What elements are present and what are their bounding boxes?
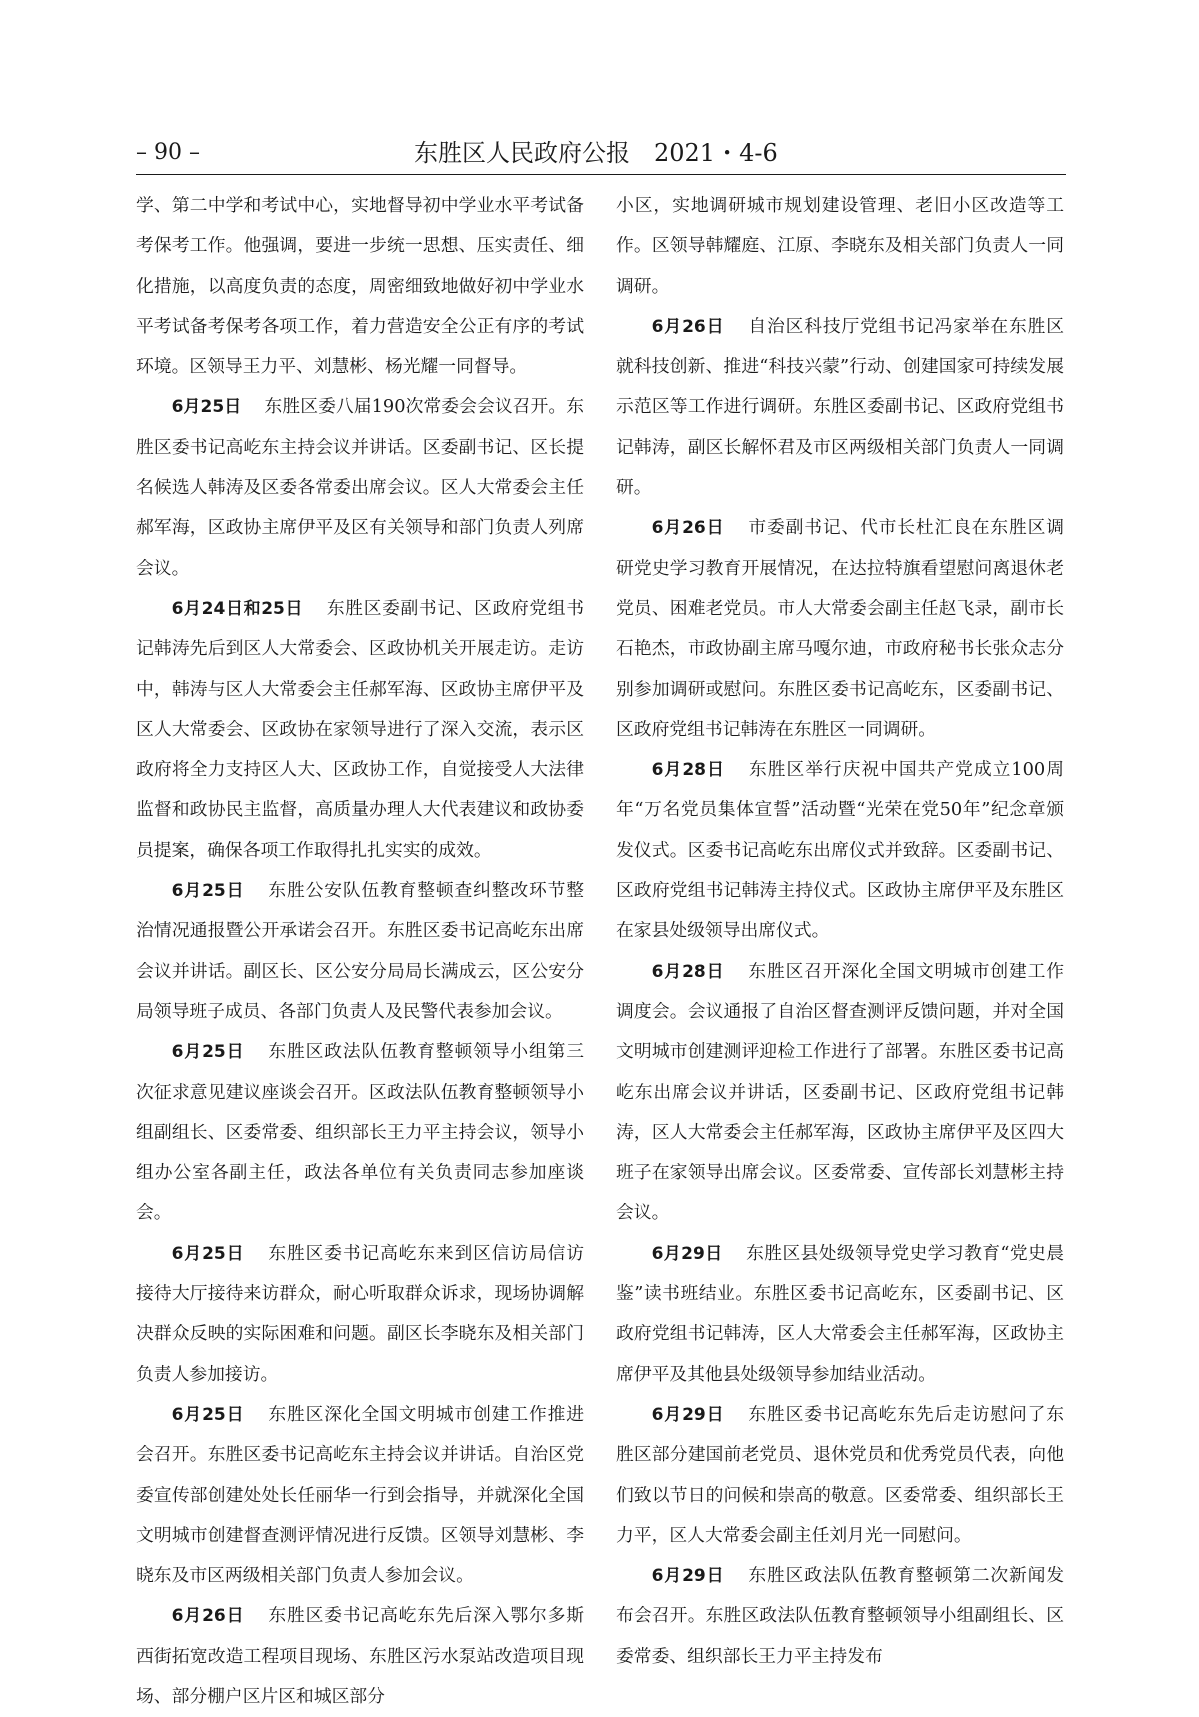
entry-text: 东胜区县处级领导党史学习教育“党史晨鉴”读书班结业。东胜区委书记高屹东，区委副书记、区政府党组书记韩涛，区人大常委会主任郝军海，区政协主席伊平及其他县处级领导参加结业活动。: [616, 1242, 1064, 1385]
entry-text: 东胜区委八届190次常委会会议召开。东胜区委书记高屹东主持会议并讲话。区委副书记、区长提名候选人韩涛及区委各常委出席会议。区人大常委会主任郝军海，区政协主席伊平及区有关领导和部门负责人列席会议。: [136, 396, 584, 579]
news-entry: [136, 871, 584, 1032]
news-entry: [616, 1234, 1064, 1395]
entry-date: 6月25日: [171, 1404, 245, 1425]
news-entry: [616, 1556, 1064, 1677]
entry-text: 东胜公安队伍教育整顿查纠整改环节整治情况通报暨公开承诺会召开。东胜区委书记高屹东出席会议并讲话。副区长、区公安分局局长满成云，区公安分局领导班子成员、各部门负责人及民警代表参加会议。: [136, 880, 584, 1022]
header-rule: [136, 174, 1066, 175]
entry-date: 6月28日: [651, 760, 725, 781]
entry-date: 6月25日: [171, 397, 242, 418]
entry-date: 6月26日: [171, 1606, 245, 1627]
page-number: – 90 –: [136, 140, 200, 165]
entry-text: 东胜区举行庆祝中国共产党成立100周年“万名党员集体宣誓”活动暨“光荣在党50年”纪念章颁发仪式。区委书记高屹东出席仪式并致辞。区委副书记、区政府党组书记韩涛主持仪式。区政协主席伊平及东胜区在家县处级领导出席仪式。: [616, 759, 1064, 942]
entry-text: 东胜区委书记高屹东先后深入鄂尔多斯西街拓宽改造工程项目现场、东胜区污水泵站改造项目现场、部分棚户区片区和城区部分: [136, 1605, 584, 1707]
entry-date: 6月25日: [171, 881, 245, 902]
entry-text: 东胜区委书记高屹东先后走访慰问了东胜区部分建国前老党员、退休党员和优秀党员代表，向他们致以节日的问候和崇高的敬意。区委常委、组织部长王力平，区人大常委会副主任刘月光一同慰问。: [616, 1403, 1064, 1546]
news-entry: [616, 508, 1064, 750]
entry-text: 自治区科技厅党组书记冯家举在东胜区就科技创新、推进“科技兴蒙”行动、创建国家可持续发展示范区等工作进行调研。东胜区委副书记、区政府党组书记韩涛，副区长解怀君及市区两级相关部门负责人一同调研。: [616, 315, 1064, 499]
news-entry: [616, 307, 1064, 508]
entry-text: 市委副书记、代市长杜汇良在东胜区调研党史学习教育开展情况，在达拉特旗看望慰问离退休老党员、困难老党员。市人大常委会副主任赵飞录，副市长石艳杰，市政协副主席马嘎尔迪，市政府秘书长张众志分别参加调研或慰问。东胜区委书记高屹东，区委副书记、区政府党组书记韩涛在东胜区一同调研。: [616, 517, 1064, 740]
entry-date: 6月25日: [171, 1243, 245, 1264]
right-column: [616, 186, 1064, 1677]
entry-date: 6月29日: [651, 1243, 723, 1264]
news-entry: [136, 1395, 584, 1596]
news-entry: [136, 1032, 584, 1233]
left-column: [136, 186, 584, 1717]
entry-text: 东胜区委副书记、区政府党组书记韩涛先后到区人大常委会、区政协机关开展走访。走访中，韩涛与区人大常委会主任郝军海、区政协主席伊平及区人大常委会、区政协在家领导进行了深入交流，表示区政府将全力支持区人大、区政协工作，自觉接受人大法律监督和政协民主监督，高质量办理人大代表建议和政协委员提案，确保各项工作取得扎扎实实的成效。: [136, 597, 584, 861]
entry-text: 东胜区委书记高屹东来到区信访局信访接待大厅接待来访群众，耐心听取群众诉求，现场协调解决群众反映的实际困难和问题。副区长李晓东及相关部门负责人参加接访。: [136, 1242, 584, 1385]
journal-title: 东胜区人民政府公报 2021・4-6: [414, 139, 778, 167]
news-entry: [136, 1234, 584, 1395]
news-entry: [136, 1596, 584, 1717]
entry-text: 东胜区政法队伍教育整顿领导小组第三次征求意见建议座谈会召开。区政法队伍教育整顿领导小组副组长、区委常委、组织部长王力平主持会议，领导小组办公室各副主任，政法各单位有关负责同志参加座谈会。: [136, 1041, 584, 1224]
news-entry: [136, 589, 584, 871]
entry-date: 6月26日: [651, 518, 725, 539]
news-entry: [616, 1395, 1064, 1556]
page-header: [136, 136, 1066, 170]
entry-date: 6月25日: [171, 1042, 245, 1063]
entry-date: 6月29日: [651, 1404, 725, 1425]
entry-date: 6月28日: [651, 961, 725, 982]
news-entry: [136, 387, 584, 588]
continued-paragraph: 学、第二中学和考试中心，实地督导初中学业水平考试备考保考工作。他强调，要进一步统一思想、压实责任、细化措施，以高度负责的态度，周密细致地做好初中学业水平考试备考保考各项工作，着力营造安全公正有序的考试环境。区领导王力平、刘慧彬、杨光耀一同督导。: [136, 195, 584, 378]
news-entry: [616, 952, 1064, 1234]
entry-date: 6月29日: [651, 1566, 725, 1587]
entry-date: 6月24日和25日: [171, 598, 304, 619]
entry-text: 东胜区深化全国文明城市创建工作推进会召开。东胜区委书记高屹东主持会议并讲话。自治区党委宣传部创建处处长任丽华一行到会指导，并就深化全国文明城市创建督查测评情况进行反馈。区领导刘慧彬、李晓东及市区两级相关部门负责人参加会议。: [136, 1403, 584, 1587]
news-entry: [616, 750, 1064, 951]
entry-text: 东胜区政法队伍教育整顿第二次新闻发布会召开。东胜区政法队伍教育整顿领导小组副组长、区委常委、组织部长王力平主持发布: [616, 1565, 1064, 1667]
entry-text: 东胜区召开深化全国文明城市创建工作调度会。会议通报了自治区督查测评反馈问题，并对全国文明城市创建测评迎检工作进行了部署。东胜区委书记高屹东出席会议并讲话，区委副书记、区政府党组书记韩涛，区人大常委会主任郝军海，区政协主席伊平及区四大班子在家领导出席会议。区委常委、宣传部长刘慧彬主持会议。: [616, 960, 1064, 1224]
continued-paragraph: 小区，实地调研城市规划建设管理、老旧小区改造等工作。区领导韩耀庭、江原、李晓东及相关部门负责人一同调研。: [616, 195, 1064, 297]
entry-date: 6月26日: [651, 316, 725, 337]
